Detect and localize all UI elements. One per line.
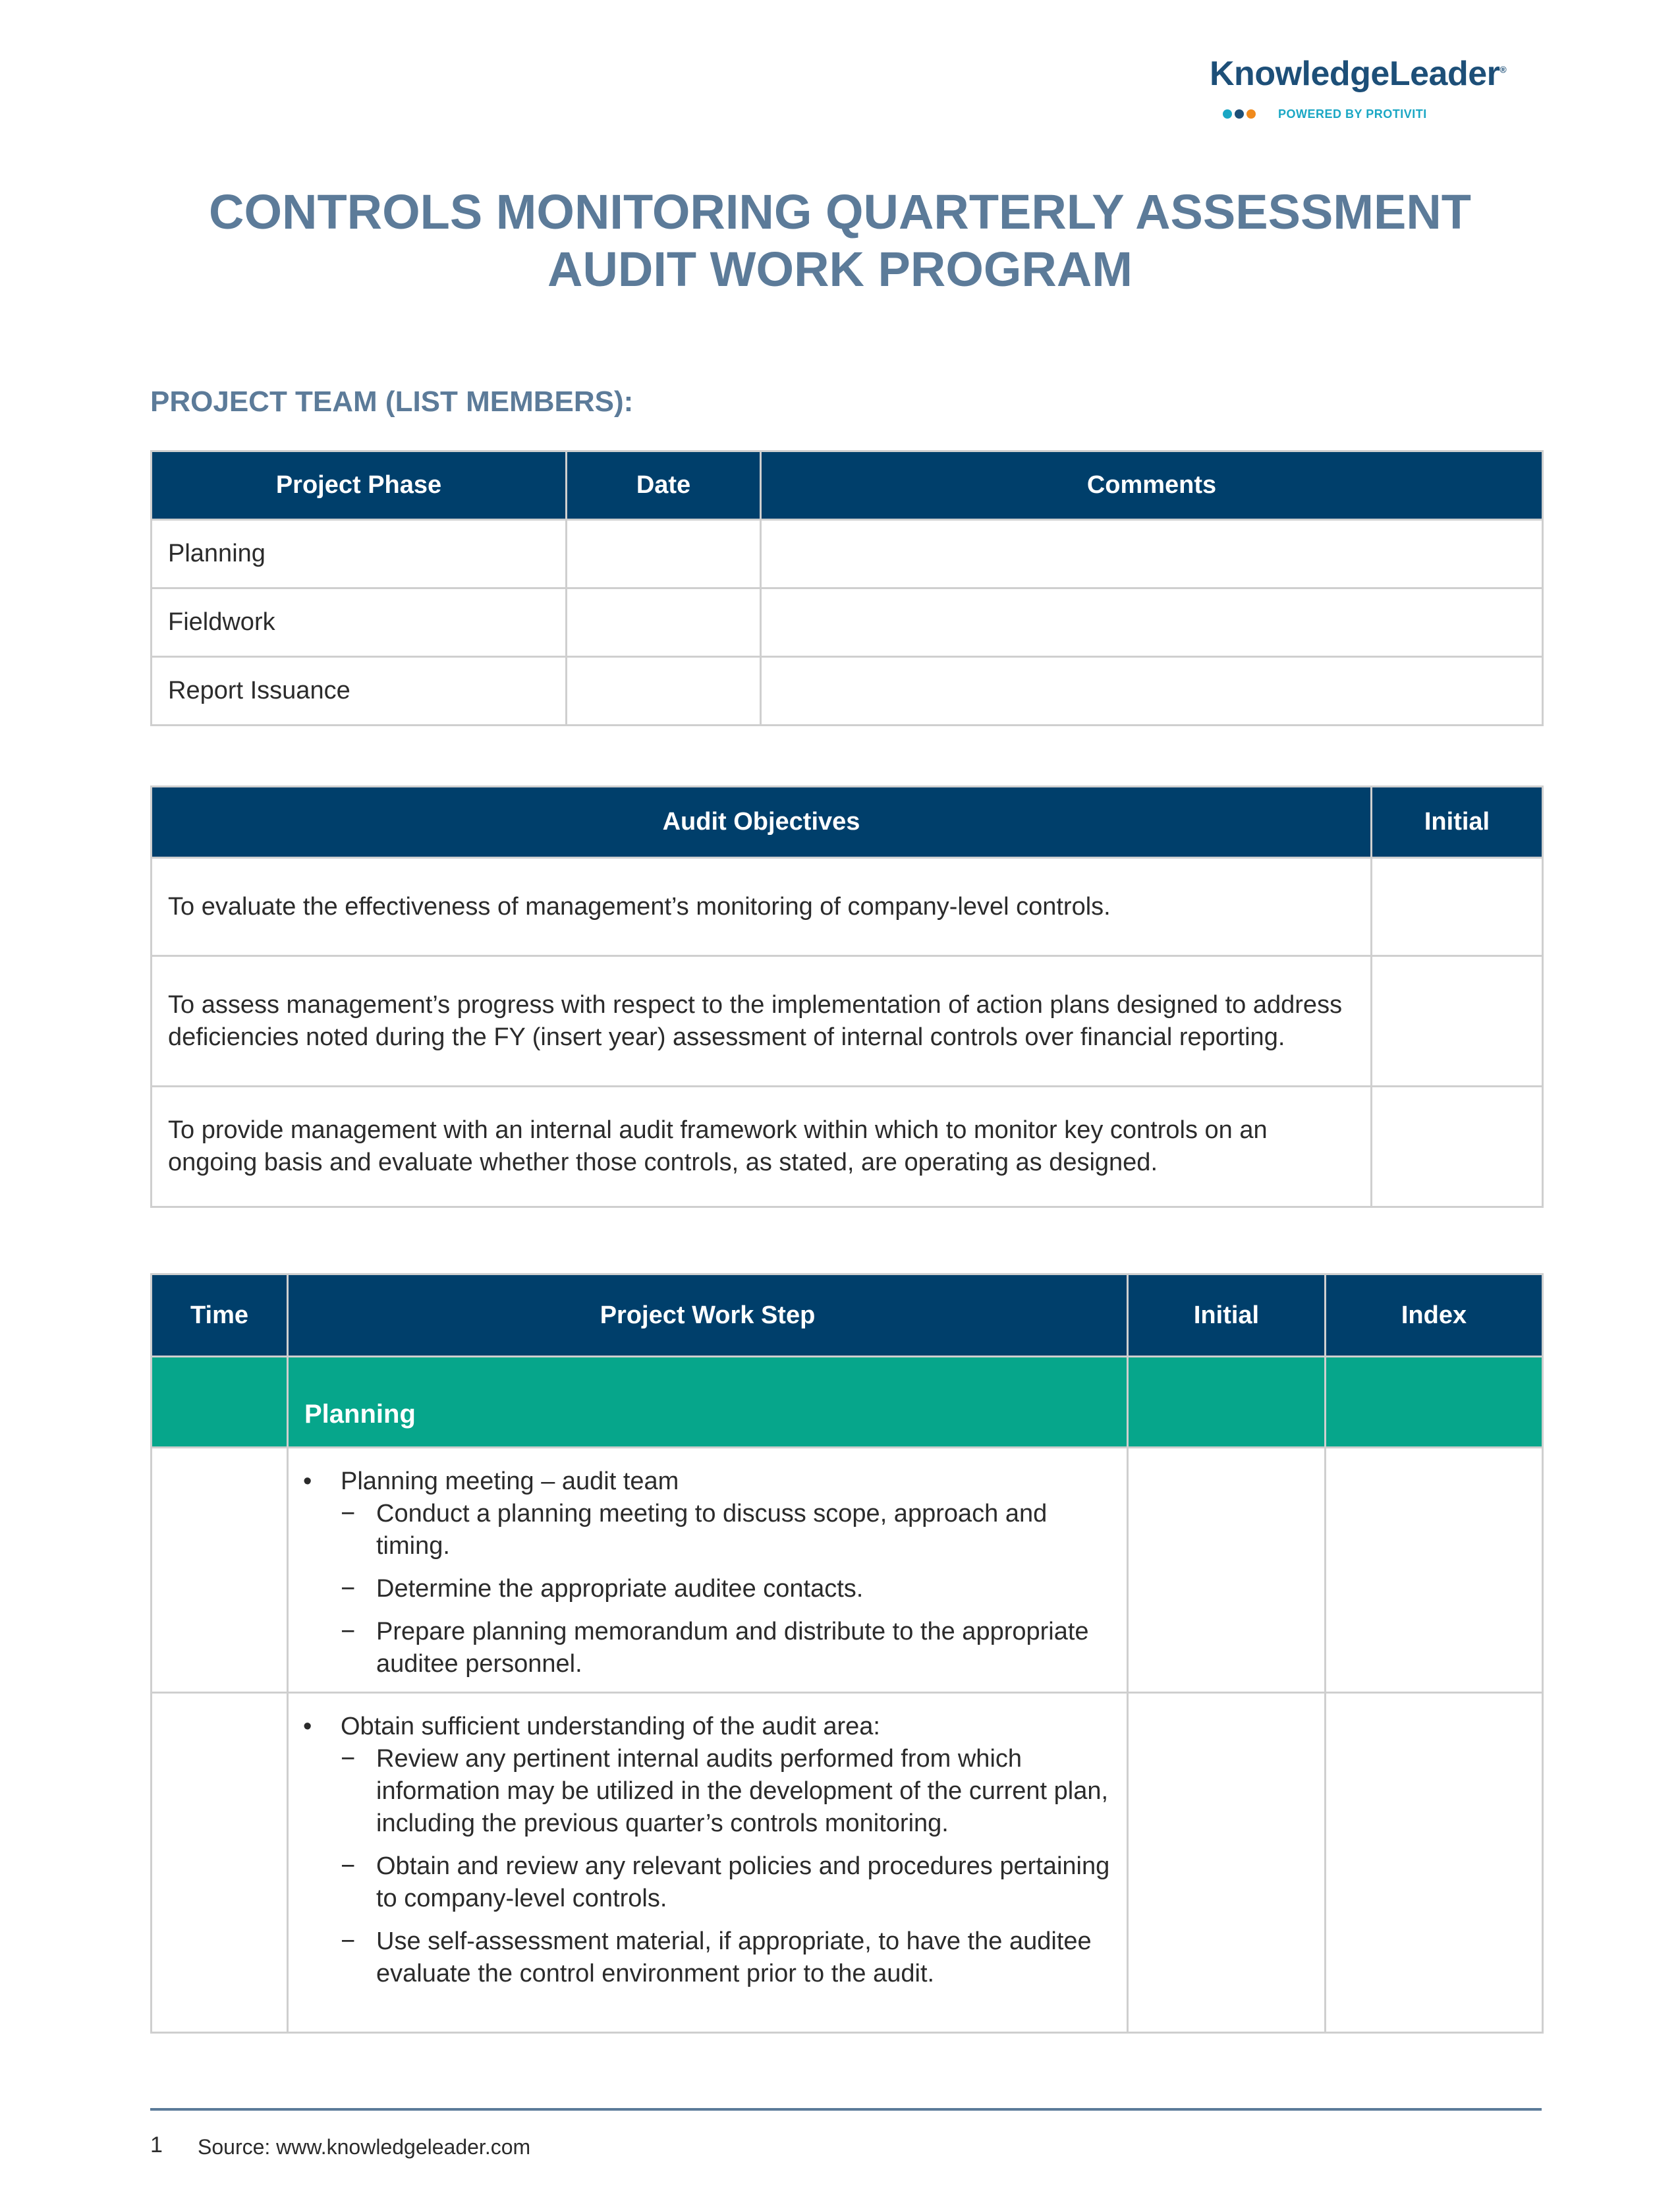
header-initial: Initial [1372,787,1543,858]
work-step-title: Obtain sufficient understanding of the audit area: [341,1713,880,1740]
sub-step-text: Obtain and review any relevant policies and procedures pertaining to company-level controls. [376,1852,1110,1912]
sub-step-text: Conduct a planning meeting to discuss scope, approach and timing. [376,1500,1048,1560]
header-project-phase: Project Phase [152,451,567,520]
initial-cell[interactable] [1372,858,1543,956]
section-row-planning [152,1357,1543,1448]
dash-icon: − [341,1745,356,1773]
logo-wordmark: KnowledgeLeader® [1210,55,1507,93]
index-cell[interactable] [1326,1693,1543,2033]
page-number: 1 [150,2132,163,2157]
initial-cell [1128,1357,1326,1448]
objective-text: To provide management with an internal audit framework within which to monitor key controls on an ongoing basis and evaluate whether those controls, as stated, are operating as designed. [152,1087,1372,1207]
footer-divider [150,2108,1542,2111]
table-row [152,1693,1543,2033]
header-project-work-step: Project Work Step [288,1274,1128,1357]
objective-text: To evaluate the effectiveness of management’s monitoring of company-level controls. [152,858,1372,956]
table-header-row [152,1274,1543,1357]
source-citation: Source: www.knowledgeleader.com [198,2135,531,2159]
dash-icon: − [341,1927,356,1955]
sub-step [303,1743,1111,1840]
work-step-item [303,1466,1111,1498]
header-audit-objectives: Audit Objectives [152,787,1372,858]
initial-cell[interactable] [1372,1087,1543,1207]
table-header-row [152,787,1543,858]
work-step-title: Planning meeting – audit team [341,1468,679,1495]
dash-icon: − [341,1500,356,1527]
sub-step-text: Determine the appropriate auditee contacts. [376,1575,864,1603]
work-step-cell [288,1693,1128,2033]
sub-step [303,1573,1111,1605]
phase-cell: Planning [152,520,567,588]
audit-objectives-table [150,785,1544,1208]
objective-text: To assess management’s progress with respect to the implementation of action plans designed to address deficiencies noted during the FY (insert year) assessment of internal controls over financial reporting. [152,956,1372,1087]
phase-cell: Report Issuance [152,657,567,726]
table-row [152,1087,1543,1207]
table-row [152,657,1543,726]
table-row [152,858,1543,956]
date-cell[interactable] [567,520,761,588]
header-initial: Initial [1128,1274,1326,1357]
time-cell[interactable] [152,1693,288,2033]
sub-step [303,1926,1111,1990]
table-row [152,956,1543,1087]
table-header-row [152,451,1543,520]
project-phase-table [150,450,1544,726]
header-index: Index [1326,1274,1543,1357]
document-title-line-2: AUDIT WORK PROGRAM [547,242,1133,297]
header-time: Time [152,1274,288,1357]
initial-cell[interactable] [1372,956,1543,1087]
initial-cell[interactable] [1128,1693,1326,2033]
logo-tagline: POWERED BY PROTIVITI [1278,107,1427,121]
sub-step-text: Use self-assessment material, if appropriate, to have the auditee evaluate the control environment prior to the audit. [376,1927,1092,1987]
sub-step [303,1498,1111,1562]
sub-step [303,1616,1111,1680]
logo-dots-icon [1223,109,1258,122]
project-team-label: PROJECT TEAM (LIST MEMBERS): [150,385,634,418]
work-step-cell [288,1448,1128,1693]
bullet-icon: • [303,1713,312,1740]
comments-cell[interactable] [761,657,1543,726]
header-comments: Comments [761,451,1543,520]
table-row [152,520,1543,588]
document-title-line-1: CONTROLS MONITORING QUARTERLY ASSESSMENT [209,185,1471,239]
comments-cell[interactable] [761,588,1543,657]
comments-cell[interactable] [761,520,1543,588]
section-label: Planning [288,1357,1128,1448]
dash-icon: − [341,1618,356,1645]
phase-cell: Fieldwork [152,588,567,657]
time-cell [152,1357,288,1448]
bullet-icon: • [303,1468,312,1495]
table-row [152,1448,1543,1693]
sub-step [303,1850,1111,1915]
dash-icon: − [341,1852,356,1880]
date-cell[interactable] [567,657,761,726]
index-cell[interactable] [1326,1448,1543,1693]
date-cell[interactable] [567,588,761,657]
work-program-table [150,1273,1544,2034]
sub-step-text: Review any pertinent internal audits performed from which information may be utilized in the development of the current plan, including the previous quarter’s controls monitoring. [376,1745,1109,1837]
knowledgeleader-logo [1210,54,1539,127]
index-cell [1326,1357,1543,1448]
initial-cell[interactable] [1128,1448,1326,1693]
time-cell[interactable] [152,1448,288,1693]
table-row [152,588,1543,657]
dash-icon: − [341,1575,356,1603]
sub-step-text: Prepare planning memorandum and distribute to the appropriate auditee personnel. [376,1618,1089,1678]
work-step-item [303,1711,1111,1743]
header-date: Date [567,451,761,520]
